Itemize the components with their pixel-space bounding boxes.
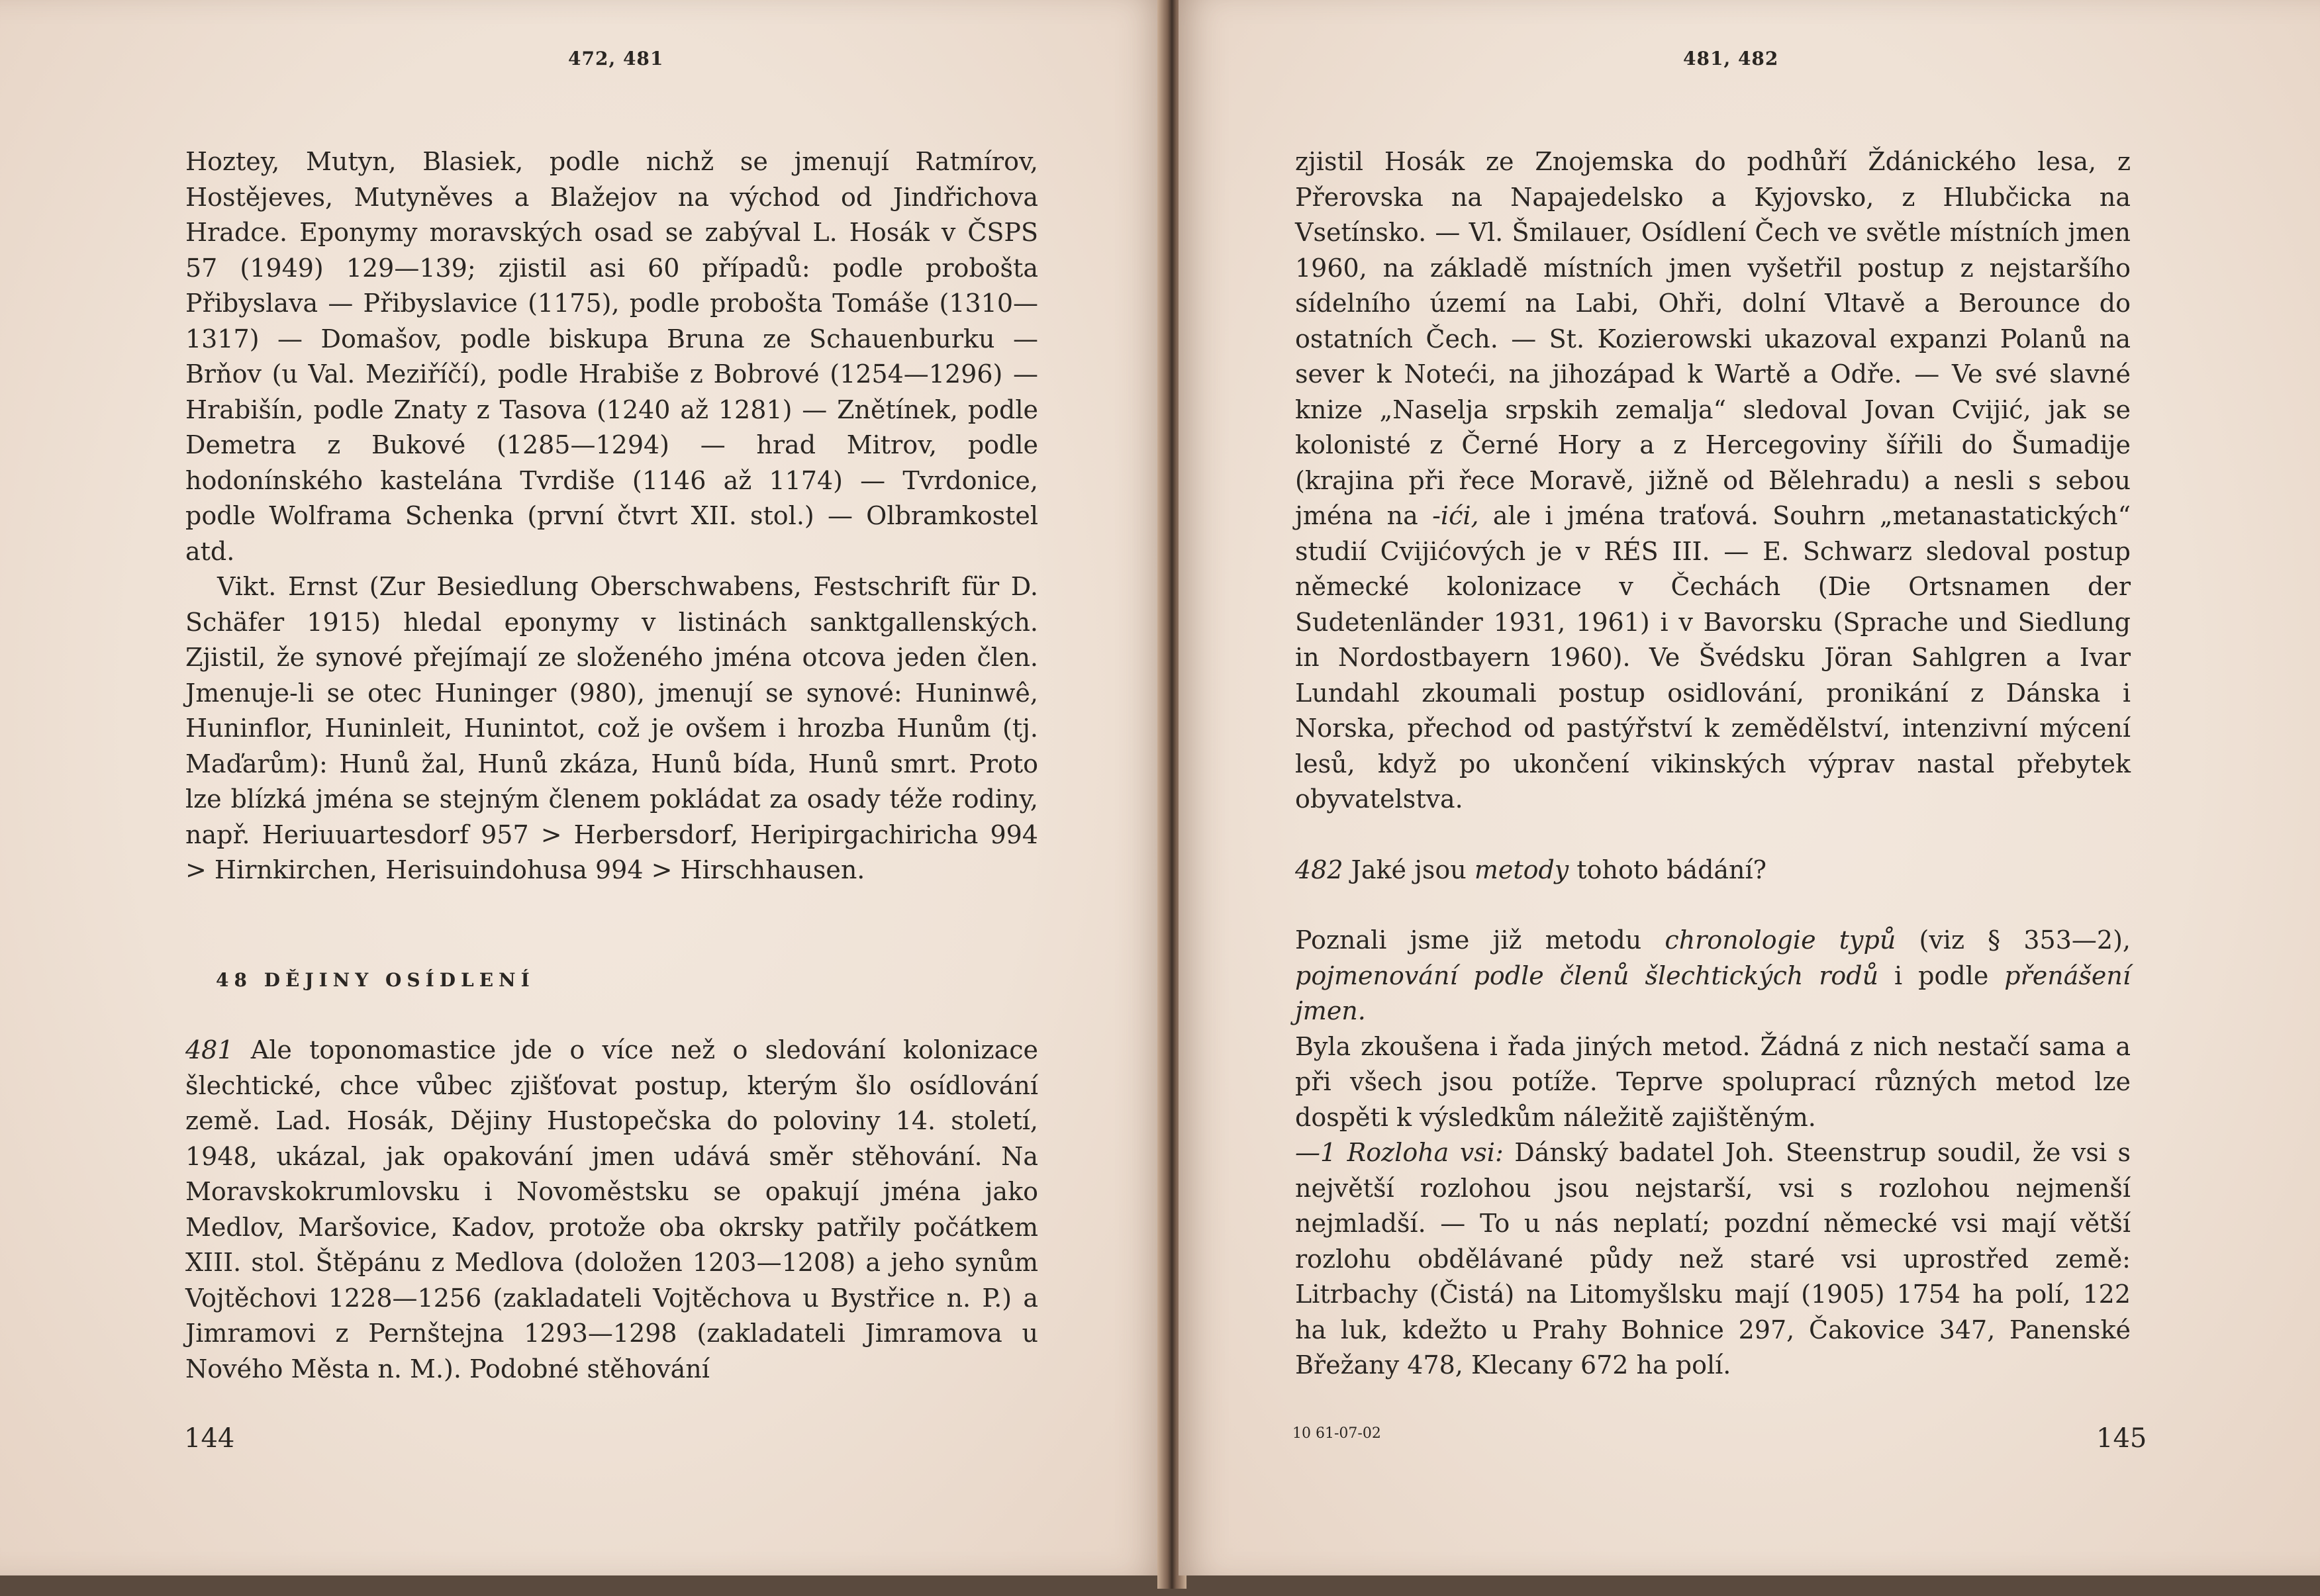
- paragraph: [185, 1033, 1038, 1387]
- running-head: 472, 481: [568, 48, 664, 70]
- spacer: [1295, 818, 2131, 853]
- spacer: [1295, 888, 2131, 923]
- italic-text: pojmenování podle členů šlechtických rodů: [1295, 961, 1879, 990]
- left-page: [0, 0, 1165, 1575]
- paragraph-text: Poznali jsme již metodu: [1295, 925, 1665, 955]
- paragraph-text: Ale toponomastice jde o více než o sledování kolonizace šlechtické, chce vůbec zjišťovat postup, kterým šlo osídlování země. Lad. Hosák, Dějiny Hustopečska do poloviny 14. století, 1948, ukázal, jak opakování jmen udává směr stěhování. Na Moravskokrumlovsku i Novoměstsku se opakují jména jako Medlov, Maršovice, Kadov, protože oba okrsky patřily počátkem XIII. stol. Štěpánu z Medlova (doložen 1203—1208) a jeho synům Vojtěchovi 1228—1256 (zakladateli Vojtěchova u Bystřice n. P.) a Jimramovi z Pernštejna 1293—1298 (zakladateli Jimramova u Nového Města n. M.). Podobné stěhování: [185, 1035, 1038, 1384]
- running-head: 481, 482: [1683, 48, 1779, 70]
- text-block: [1295, 144, 2131, 1384]
- paragraph-number: 481: [185, 1035, 234, 1064]
- paragraph: [1295, 1135, 2131, 1384]
- paragraph: Hoztey, Mutyn, Blasiek, podle nichž se jmenují Ratmírov, Hostějeves, Mutyněves a Blažejov na východ od Jindřichova Hradce. Eponymy moravských osad se zabýval L. Hosák v ČSPS 57 (1949) 129—139; zjistil asi 60 případů: podle probošta Přibyslava — Přibyslavice (1175), podle probošta Tomáše (1310—1317) — Domašov, podle biskupa Bruna ze Schauenburku — Brňov (u Val. Meziříčí), podle Hrabiše z Bobrové (1254—1296) — Hrabišín, podle Znaty z Tasova (1240 až 1281) — Znětínek, podle Demetra z Bukové (1285—1294) — hrad Mitrov, podle hodonínského kastelána Tvrdiše (1146 až 1174) — Tvrdonice, podle Wolframa Schenka (první čtvrt XII. stol.) — Olbramkostel atd.: [185, 147, 1038, 566]
- paragraph-text: (viz § 353—2),: [1896, 925, 2131, 955]
- text-block-upper: [185, 144, 1038, 888]
- paragraph-text: ale i jména traťová. Souhrn „metanastatických“ studií Cvijićových je v RÉS III. — E. Schwarz sledoval postup německé kolonizace v Čechách (Die Ortsnamen der Sudetenländer 1931, 1961) i v Bavorsku (Sprache und Siedlung in Nordostbayern 1960). Ve Švédsku Jöran Sahlgren a Ivar Lundahl zkoumali postup osidlování, pronikání z Dánska i Norska, přechod od pastýřství k zemědělství, intenzivní mýcení lesů, když po ukončení vikinských výprav nastal přebytek obyvatelstva.: [1295, 501, 2131, 814]
- section-heading: 48 DĚJINY OSÍDLENÍ: [216, 969, 535, 991]
- text-block-lower: [185, 1033, 1038, 1387]
- paragraph: [1295, 144, 2131, 818]
- paragraph-text: zjistil Hosák ze Znojemska do podhůří Ždánického lesa, z Přerovska na Napajedelsko a Kyjovsko, z Hlubčicka na Vsetínsko. — Vl. Šmilauer, Osídlení Čech ve světle místních jmen 1960, na základě místních jmen vyšetřil postup z nejstaršího sídelního území na Labi, Ohři, dolní Vltavě a Berounce do ostatních Čech. — St. Kozierowski ukazoval expanzi Polanů na sever k Noteći, na jihozápad k Wartě a Odře. — Ve své slavné knize „Naselja srpskih zemalja“ sledoval Jovan Cvijić, jak se kolonisté z Černé Hory a z Hercegoviny šířili do Šumadije (krajina při řece Moravě, jižně od Bělehradu) a nesli s sebou jména na: [1295, 147, 2131, 530]
- page-number: 144: [184, 1423, 235, 1454]
- paragraph: Vikt. Ernst (Zur Besiedlung Oberschwabens, Festschrift für D. Schäfer 1915) hledal eponymy v listinách sanktgallenských. Zjistil, že synové přejímají ze složeného jména otcova jeden člen. Jmenuje-li se otec Huninger (980), jmenují se synové: Huninwê, Huninflor, Huninleit, Hunintot, což je ovšem i hrozba Hunům (tj. Maďarům): Hunů žal, Hunů zkáza, Hunů bída, Hunů smrt. Proto lze blízká jména se stejným členem pokládat za osady téže rodiny, např. Heriuuartesdorf 957 > Herbersdorf, Heripirgachiricha 994 > Hirnkirchen, Herisuindohusa 994 > Hirschhausen.: [185, 572, 1038, 884]
- italic-text: metody: [1474, 855, 1569, 884]
- italic-text: přenášení jmen.: [1295, 961, 2131, 1025]
- paragraph: [1295, 923, 2131, 1029]
- question: [1295, 853, 2131, 888]
- paragraph-text: tohoto bádání?: [1569, 855, 1767, 884]
- page-number: 145: [2096, 1423, 2147, 1454]
- printer-mark: 10 61-07-02: [1292, 1425, 1381, 1442]
- italic-text: chronologie typů: [1665, 925, 1896, 955]
- paragraph-text: i podle: [1878, 961, 2005, 990]
- paragraph-text: Jaké jsou: [1343, 855, 1474, 884]
- paragraph-number: 482: [1295, 855, 1343, 884]
- right-page: [1179, 0, 2320, 1575]
- italic-text: —1 Rozloha vsi:: [1295, 1138, 1504, 1167]
- paragraph: Byla zkoušena i řada jiných metod. Žádná z nich nestačí sama a při všech jsou potíže. Teprve spoluprací různých metod lze dospěti k výsledkům náležitě zajištěným.: [1295, 1031, 2131, 1132]
- italic-text: -ići,: [1432, 501, 1479, 530]
- paragraph-text: Dánský badatel Joh. Steenstrup soudil, že vsi s největší rozlohou jsou nejstarší, vsi s rozlohou nejmenší nejmladší. — To u nás neplatí; pozdní německé vsi mají větší rozlohu obdělávané půdy než staré vsi uprostřed země: Litrbachy (Čistá) na Litomyšlsku mají (1905) 1754 ha polí, 122 ha luk, kdežto u Prahy Bohnice 297, Čakovice 347, Panenské Břežany 478, Klecany 672 ha polí.: [1295, 1138, 2131, 1380]
